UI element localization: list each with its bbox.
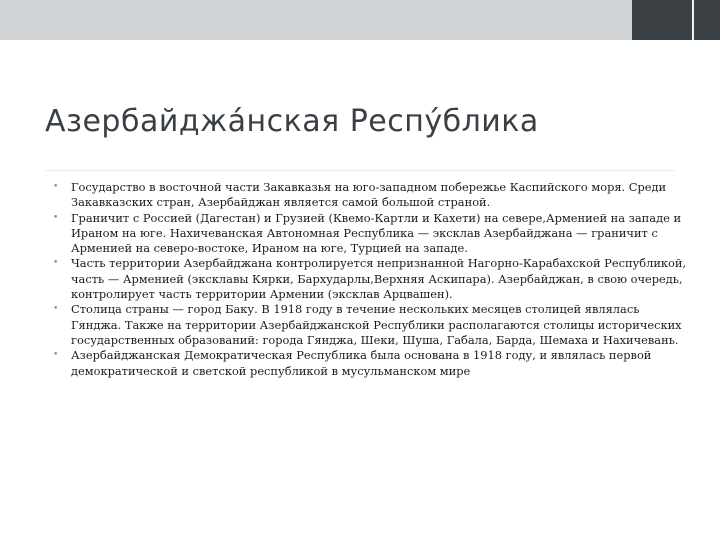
bullet-text: Часть территории Азербайджана контролируется непризнанной Нагорно-Карабахской Республикой, часть — Арменией (эксклавы Кярки, Бархударлы,Верхняя Аскипара). Азербайджан, в свою очередь, контролирует часть территории Армении (эксклав Арцвашен). — [71, 256, 687, 302]
bullet-item — [53, 211, 687, 257]
bullet-text: Граничит с Россией (Дагестан) и Грузией (Квемо-Картли и Кахети) на севере,Арменией на западе и Ираном на юге. Нахичеванская Автономная Республика — эксклав Азербайджана — граничит с Арменией на северо-востоке, Ираном на юге, Турцией на западе. — [71, 210, 682, 256]
title-divider — [45, 170, 675, 171]
top-bar-accent — [632, 0, 720, 40]
bullet-item — [53, 302, 687, 348]
bullet-item — [53, 256, 687, 302]
bullet-text: Столица страны — город Баку. В 1918 году в течение нескольких месяцев столицей являлась Гянджа. Также на территории Азербайджанской Республики располагаются столицы исторических государственных образований: города Гянджа, Шеки, Шуша, Габала, Барда, Шемаха и Нахичевань. — [71, 302, 682, 347]
slide-title: Азербайджа́нская Респу́блика — [45, 104, 539, 139]
bullet-icon: • — [53, 258, 59, 269]
bullet-item — [53, 180, 687, 211]
bullet-text: Государство в восточной части Закавказья на юго-западном побережье Каспийского моря. Среди Закавказских стран, Азербайджан является самой большой страной. — [71, 180, 667, 210]
top-bar-divider — [692, 0, 694, 40]
bullet-icon: • — [53, 304, 59, 315]
bullet-icon: • — [53, 182, 59, 192]
bullet-item — [53, 348, 687, 379]
bullet-icon: • — [53, 350, 59, 361]
bullet-icon: • — [53, 212, 59, 223]
bullet-text: Азербайджанская Демократическая Республика была основана в 1918 году, и являлась первой демократической и светской республикой в мусульманском мире — [71, 348, 652, 378]
bullet-list — [53, 180, 687, 379]
top-decorative-bar — [0, 0, 720, 40]
